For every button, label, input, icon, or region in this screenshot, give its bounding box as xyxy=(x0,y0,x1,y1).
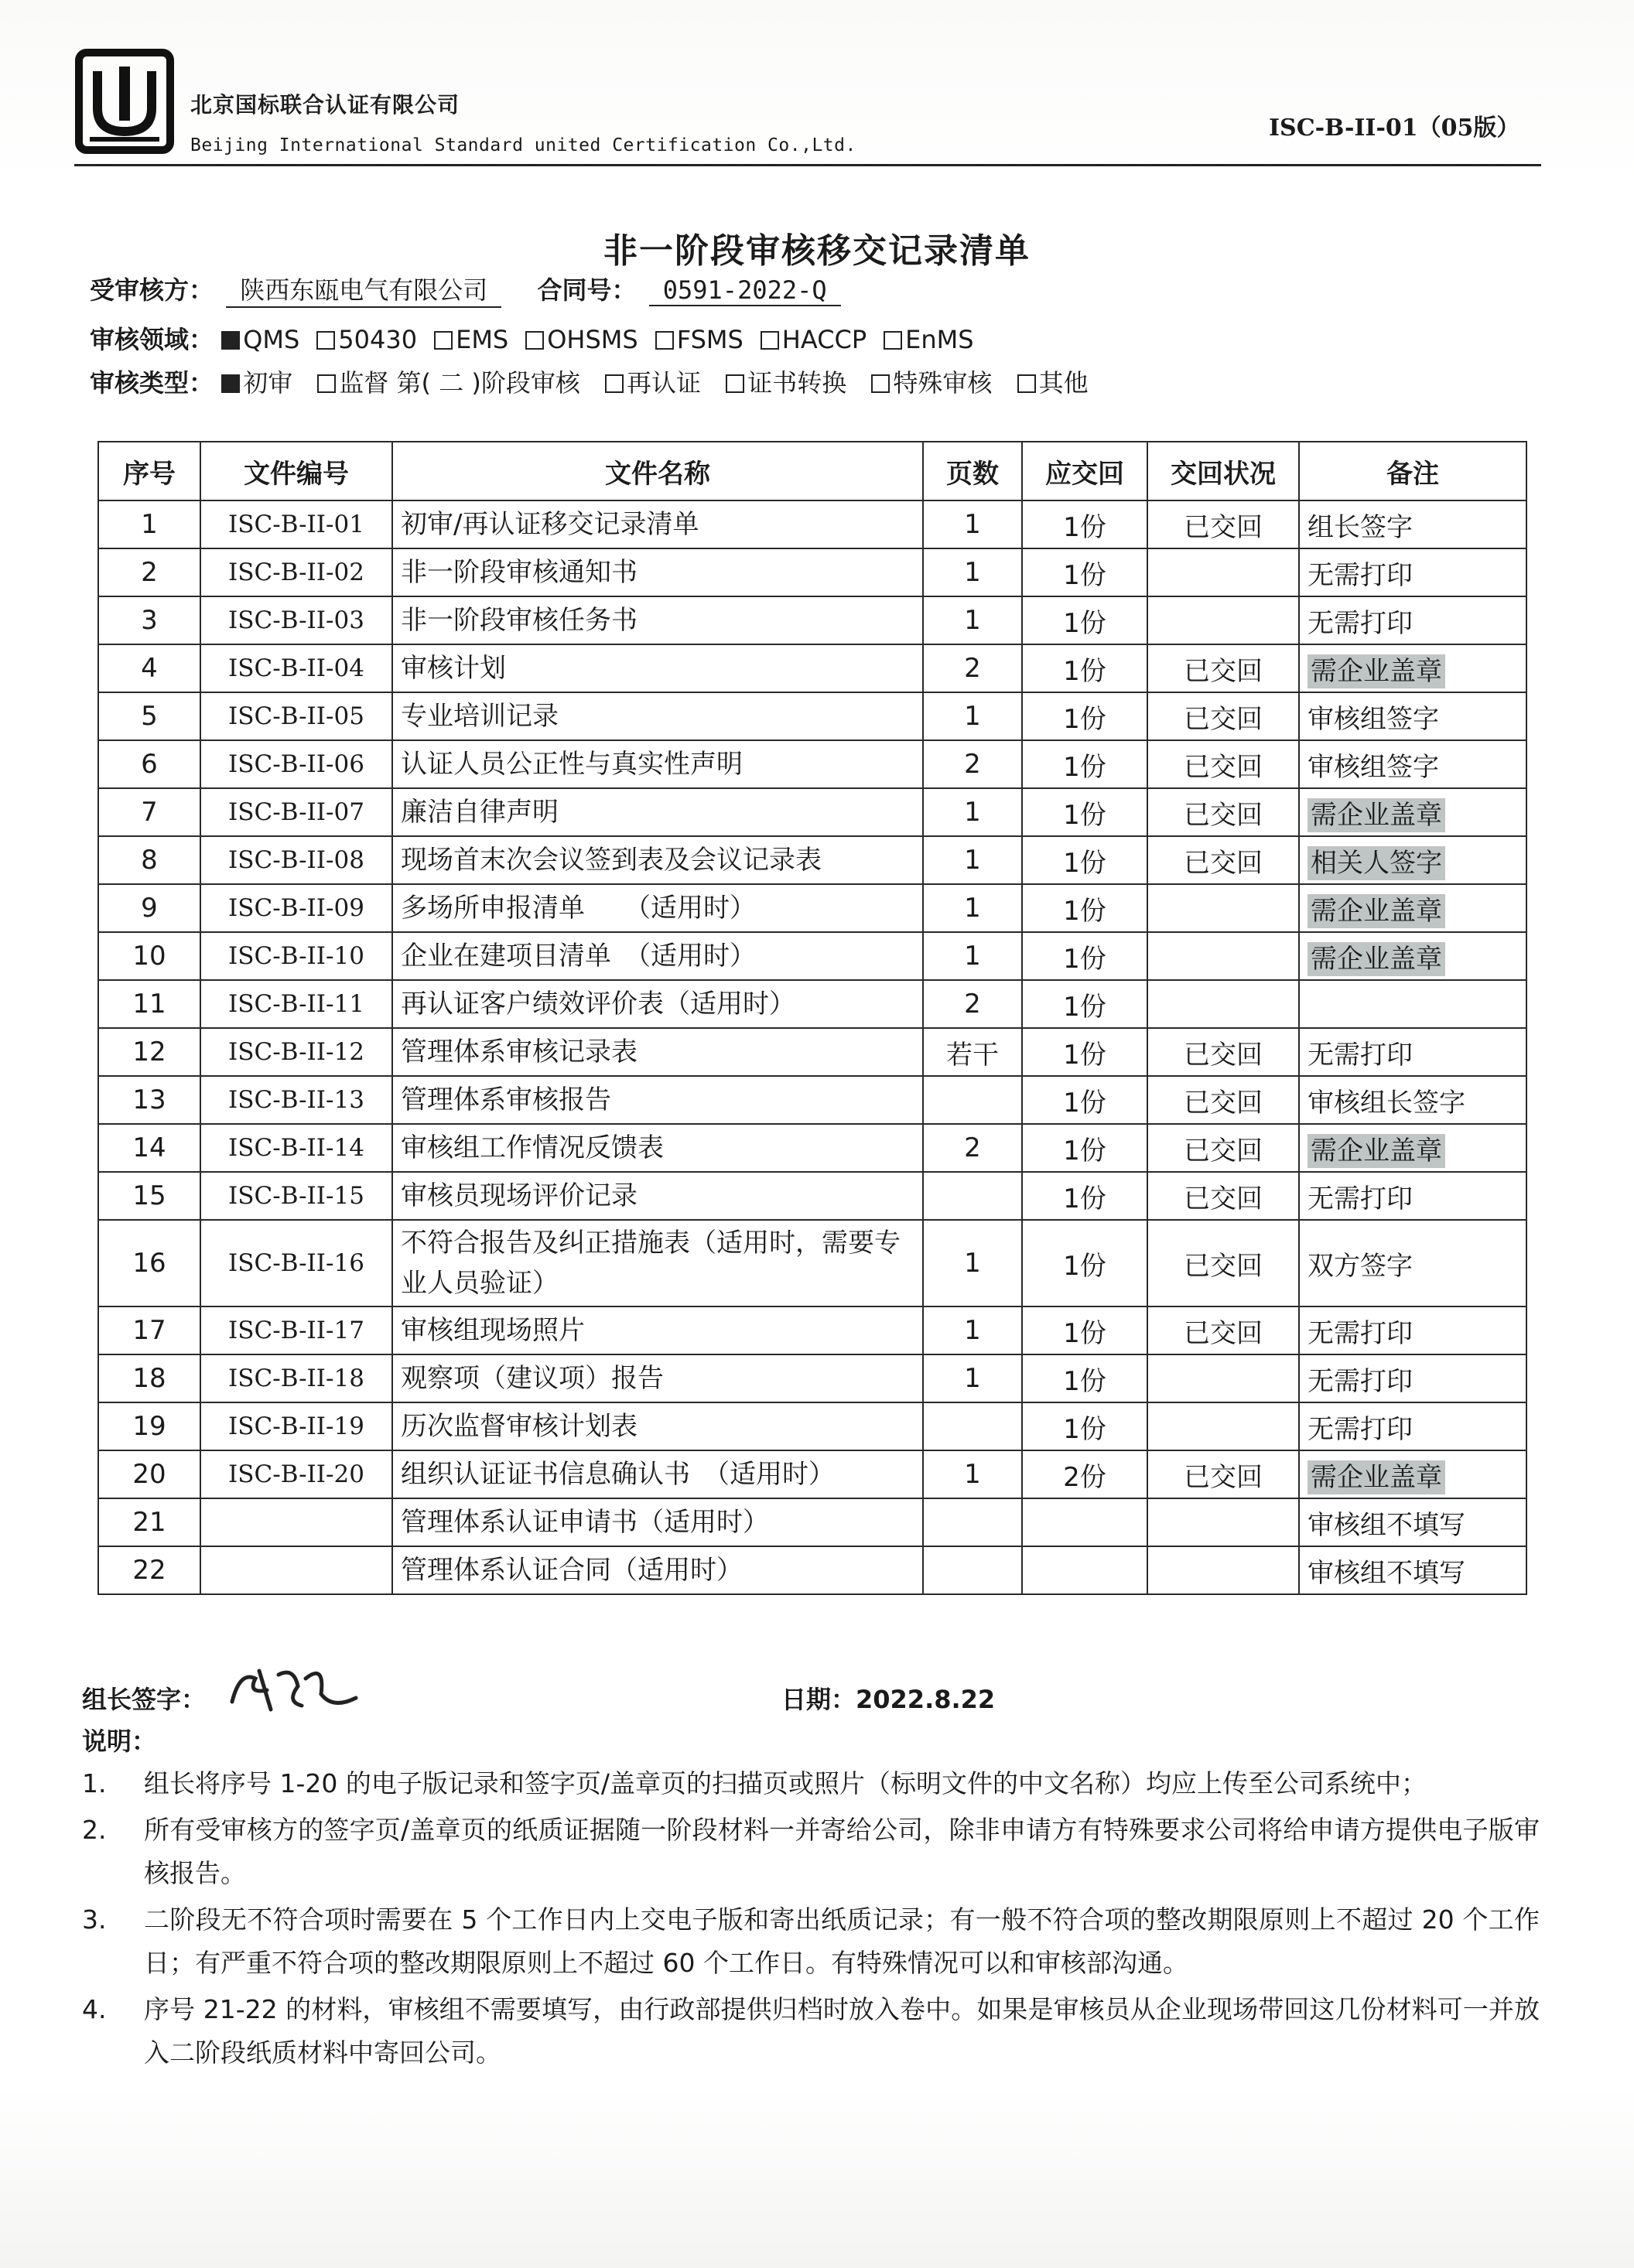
cell-code xyxy=(200,1546,392,1594)
cell-code: ISC-B-II-05 xyxy=(200,692,392,740)
checkbox xyxy=(316,331,335,350)
cell-copies: 1份 xyxy=(1022,1172,1147,1220)
cell-code: ISC-B-II-14 xyxy=(200,1124,392,1172)
cell-copies: 1份 xyxy=(1022,1124,1147,1172)
checkbox xyxy=(871,374,890,393)
cell-copies xyxy=(1022,1546,1147,1594)
checkbox xyxy=(605,374,624,393)
cell-name: 廉洁自律声明 xyxy=(392,788,923,836)
note-text: 所有受审核方的签字页/盖章页的纸质证据随一阶段材料一并寄给公司，除非申请方有特殊要求公司将给申请方提供电子版审核报告。 xyxy=(144,1815,1540,1888)
table-row xyxy=(98,548,1526,596)
cell-remark xyxy=(1299,740,1526,788)
cell-no: 7 xyxy=(98,788,200,836)
table-body xyxy=(98,500,1526,1594)
cell-code xyxy=(200,1498,392,1546)
cell-copies: 1份 xyxy=(1022,1076,1147,1124)
cell-remark xyxy=(1299,788,1526,836)
cell-code: ISC-B-II-06 xyxy=(200,740,392,788)
type-special: 特殊审核 xyxy=(871,364,992,399)
cell-no: 15 xyxy=(98,1172,200,1220)
cell-remark xyxy=(1299,1124,1526,1172)
cell-remark xyxy=(1299,932,1526,980)
audit-type-row xyxy=(90,364,1106,399)
cell-remark xyxy=(1299,1306,1526,1354)
note-number: 4. xyxy=(82,1994,107,2024)
cell-remark xyxy=(1299,692,1526,740)
cell-copies: 1份 xyxy=(1022,1028,1147,1076)
cell-status: 已交回 xyxy=(1147,644,1299,692)
remark-text: 审核组不填写 xyxy=(1308,1557,1465,1589)
table-row xyxy=(98,1124,1526,1172)
col-header-remark: 备注 xyxy=(1299,442,1526,500)
cell-pages: 1 xyxy=(923,1306,1022,1354)
cell-pages xyxy=(923,1172,1022,1220)
col-header-copies: 应交回 xyxy=(1022,442,1147,500)
cell-code: ISC-B-II-19 xyxy=(200,1402,392,1450)
cell-pages: 1 xyxy=(923,1220,1022,1306)
cell-no: 11 xyxy=(98,980,200,1028)
cell-copies: 1份 xyxy=(1022,980,1147,1028)
table-row xyxy=(98,1354,1526,1402)
cell-status: 已交回 xyxy=(1147,1076,1299,1124)
cell-no: 2 xyxy=(98,548,200,596)
note-item xyxy=(77,1898,1540,1985)
cell-status xyxy=(1147,1498,1299,1546)
cell-pages: 1 xyxy=(923,1450,1022,1498)
cell-name: 非一阶段审核通知书 xyxy=(392,548,923,596)
checkbox xyxy=(317,374,336,393)
table-row xyxy=(98,1220,1526,1306)
checkbox xyxy=(884,331,902,350)
cell-remark xyxy=(1299,548,1526,596)
company-logo xyxy=(74,48,175,155)
cell-name: 专业培训记录 xyxy=(392,692,923,740)
cell-pages: 1 xyxy=(923,884,1022,932)
cell-name: 认证人员公正性与真实性声明 xyxy=(392,740,923,788)
client-label: 受审核方： xyxy=(90,275,214,305)
cell-status xyxy=(1147,884,1299,932)
table-row xyxy=(98,1450,1526,1498)
contract-label: 合同号： xyxy=(537,275,637,305)
table-row xyxy=(98,1172,1526,1220)
cell-remark xyxy=(1299,1172,1526,1220)
note-text: 二阶段无不符合项时需要在 5 个工作日内上交电子版和寄出纸质记录；有一般不符合项的整改期限原则上不超过 20 个工作日；有严重不符合项的整改期限原则上不超过 60 个工作日。有特殊情况可以和审核部沟通。 xyxy=(144,1904,1540,1978)
cell-code: ISC-B-II-01 xyxy=(200,500,392,548)
cell-status: 已交回 xyxy=(1147,500,1299,548)
cell-no: 4 xyxy=(98,644,200,692)
cell-pages: 1 xyxy=(923,596,1022,644)
note-number: 2. xyxy=(82,1815,107,1845)
cell-status xyxy=(1147,1402,1299,1450)
cell-no: 3 xyxy=(98,596,200,644)
table-row xyxy=(98,500,1526,548)
cell-remark xyxy=(1299,500,1526,548)
cell-name: 管理体系认证合同（适用时） xyxy=(392,1546,923,1594)
cell-code: ISC-B-II-16 xyxy=(200,1220,392,1306)
cell-name: 多场所申报清单 （适用时） xyxy=(392,884,923,932)
cell-name: 组织认证证书信息确认书 （适用时） xyxy=(392,1450,923,1498)
cell-remark xyxy=(1299,1354,1526,1402)
cell-pages xyxy=(923,1498,1022,1546)
field-option-fsms: FSMS xyxy=(655,325,744,354)
cell-status: 已交回 xyxy=(1147,1028,1299,1076)
cell-remark xyxy=(1299,644,1526,692)
cell-status: 已交回 xyxy=(1147,1220,1299,1306)
type-initial: 初审 xyxy=(221,364,292,399)
checkbox xyxy=(434,331,453,350)
cell-pages xyxy=(923,1402,1022,1450)
cell-remark xyxy=(1299,596,1526,644)
cell-copies: 1份 xyxy=(1022,1306,1147,1354)
cell-code: ISC-B-II-17 xyxy=(200,1306,392,1354)
cell-name: 不符合报告及纠正措施表（适用时，需要专业人员验证） xyxy=(392,1220,923,1306)
table-row xyxy=(98,1498,1526,1546)
note-item xyxy=(77,1762,1540,1805)
table-row xyxy=(98,1028,1526,1076)
cell-copies: 1份 xyxy=(1022,740,1147,788)
checkbox-checked xyxy=(221,374,240,393)
note-text: 序号 21-22 的材料，审核组不需要填写，由行政部提供归档时放入卷中。如果是审核员从企业现场带回这几份材料可一并放入二阶段纸质材料中寄回公司。 xyxy=(144,1994,1540,2068)
cell-code: ISC-B-II-03 xyxy=(200,596,392,644)
remark-text: 双方签字 xyxy=(1308,1250,1413,1282)
note-number: 1. xyxy=(82,1768,107,1798)
note-number: 3. xyxy=(82,1904,107,1935)
table-row xyxy=(98,884,1526,932)
table-row xyxy=(98,596,1526,644)
remark-text: 无需打印 xyxy=(1308,1365,1413,1397)
notes-label: 说明： xyxy=(82,1727,157,1756)
remark-text: 需企业盖章 xyxy=(1308,654,1445,688)
cell-remark xyxy=(1299,836,1526,884)
cell-name: 审核员现场评价记录 xyxy=(392,1172,923,1220)
remark-text: 组长签字 xyxy=(1308,511,1413,543)
cell-code: ISC-B-II-02 xyxy=(200,548,392,596)
cell-name: 企业在建项目清单 （适用时） xyxy=(392,932,923,980)
cell-status: 已交回 xyxy=(1147,788,1299,836)
remark-text: 无需打印 xyxy=(1308,1039,1413,1071)
cell-no: 6 xyxy=(98,740,200,788)
remark-text: 需企业盖章 xyxy=(1308,942,1445,976)
table-row xyxy=(98,692,1526,740)
col-header-status: 交回状况 xyxy=(1147,442,1299,500)
cell-pages: 2 xyxy=(923,644,1022,692)
audit-type-label: 审核类型： xyxy=(90,368,214,398)
cell-name: 管理体系认证申请书（适用时） xyxy=(392,1498,923,1546)
cell-no: 13 xyxy=(98,1076,200,1124)
cell-remark xyxy=(1299,1498,1526,1546)
cell-status xyxy=(1147,548,1299,596)
cell-code: ISC-B-II-20 xyxy=(200,1450,392,1498)
date: 日期：2022.8.22 xyxy=(781,1685,996,1714)
cell-pages: 1 xyxy=(923,548,1022,596)
type-recert: 再认证 xyxy=(605,364,701,399)
checkbox xyxy=(525,331,544,350)
cell-no: 12 xyxy=(98,1028,200,1076)
cell-copies: 1份 xyxy=(1022,500,1147,548)
cell-pages: 1 xyxy=(923,836,1022,884)
field-option-haccp: HACCP xyxy=(761,325,867,354)
remark-text: 审核组长签字 xyxy=(1308,1087,1465,1119)
checkbox xyxy=(726,374,744,393)
cell-no: 18 xyxy=(98,1354,200,1402)
cell-copies: 1份 xyxy=(1022,884,1147,932)
remark-text: 需企业盖章 xyxy=(1308,1134,1445,1168)
cell-pages: 1 xyxy=(923,692,1022,740)
remark-text: 需企业盖章 xyxy=(1308,894,1445,928)
cell-no: 22 xyxy=(98,1546,200,1594)
remark-text: 需企业盖章 xyxy=(1308,798,1445,832)
cell-remark xyxy=(1299,1450,1526,1498)
table-row xyxy=(98,1402,1526,1450)
cell-copies: 1份 xyxy=(1022,1402,1147,1450)
remark-text: 审核组签字 xyxy=(1308,751,1439,783)
cell-code: ISC-B-II-12 xyxy=(200,1028,392,1076)
field-option-qms: QMS xyxy=(221,325,299,354)
cell-code: ISC-B-II-10 xyxy=(200,932,392,980)
remark-text: 无需打印 xyxy=(1308,1183,1413,1214)
cell-pages: 1 xyxy=(923,1354,1022,1402)
leader-sign-label: 组长签字： xyxy=(82,1685,207,1714)
cell-copies: 1份 xyxy=(1022,692,1147,740)
table-row xyxy=(98,1306,1526,1354)
cell-remark xyxy=(1299,884,1526,932)
client-row xyxy=(90,271,846,308)
company-name-en: Beijing International Standard united Certification Co.,Ltd. xyxy=(190,135,856,155)
cell-no: 8 xyxy=(98,836,200,884)
remark-text: 无需打印 xyxy=(1308,607,1413,639)
cell-name: 管理体系审核报告 xyxy=(392,1076,923,1124)
handwritten-signature xyxy=(224,1655,364,1717)
cell-pages: 1 xyxy=(923,788,1022,836)
cell-pages xyxy=(923,1546,1022,1594)
header-divider xyxy=(74,164,1541,166)
cell-remark xyxy=(1299,1402,1526,1450)
cell-no: 17 xyxy=(98,1306,200,1354)
cell-code: ISC-B-II-15 xyxy=(200,1172,392,1220)
contract-value: 0591-2022-Q xyxy=(649,275,841,306)
cell-no: 16 xyxy=(98,1220,200,1306)
cell-copies: 1份 xyxy=(1022,596,1147,644)
table-row xyxy=(98,1076,1526,1124)
cell-pages: 若干 xyxy=(923,1028,1022,1076)
cell-copies: 1份 xyxy=(1022,1354,1147,1402)
document-code: ISC-B-II-01（05版） xyxy=(1269,114,1520,142)
cell-remark xyxy=(1299,980,1526,1028)
cell-copies: 1份 xyxy=(1022,932,1147,980)
table-row xyxy=(98,980,1526,1028)
cell-code: ISC-B-II-04 xyxy=(200,644,392,692)
audit-field-label: 审核领域： xyxy=(90,325,214,354)
cell-code: ISC-B-II-11 xyxy=(200,980,392,1028)
cell-status xyxy=(1147,932,1299,980)
cell-no: 21 xyxy=(98,1498,200,1546)
cell-copies: 1份 xyxy=(1022,836,1147,884)
audit-field-row xyxy=(90,320,991,356)
cell-code: ISC-B-II-08 xyxy=(200,836,392,884)
cell-code: ISC-B-II-07 xyxy=(200,788,392,836)
remark-text: 无需打印 xyxy=(1308,1317,1413,1349)
client-value: 陕西东瓯电气有限公司 xyxy=(226,271,501,308)
cell-status: 已交回 xyxy=(1147,1450,1299,1498)
remark-text: 无需打印 xyxy=(1308,559,1413,591)
cell-no: 10 xyxy=(98,932,200,980)
cell-status xyxy=(1147,1354,1299,1402)
table-row xyxy=(98,644,1526,692)
type-other: 其他 xyxy=(1017,364,1089,399)
cell-no: 9 xyxy=(98,884,200,932)
note-text: 组长将序号 1-20 的电子版记录和签字页/盖章页的扫描页或照片（标明文件的中文名称）均应上传至公司系统中； xyxy=(144,1768,1427,1798)
cell-status: 已交回 xyxy=(1147,836,1299,884)
cell-code: ISC-B-II-09 xyxy=(200,884,392,932)
cell-status: 已交回 xyxy=(1147,740,1299,788)
audit-field-options xyxy=(221,325,990,354)
cell-status: 已交回 xyxy=(1147,1306,1299,1354)
cell-copies: 2份 xyxy=(1022,1450,1147,1498)
table-row xyxy=(98,788,1526,836)
cell-remark xyxy=(1299,1028,1526,1076)
note-item xyxy=(77,1809,1540,1895)
col-header-no: 序号 xyxy=(98,442,200,500)
cell-pages: 1 xyxy=(923,932,1022,980)
cell-status xyxy=(1147,596,1299,644)
company-name-cn: 北京国标联合认证有限公司 xyxy=(190,92,460,118)
col-header-name: 文件名称 xyxy=(392,442,923,500)
table-header-row xyxy=(98,442,1526,500)
cell-name: 审核组现场照片 xyxy=(392,1306,923,1354)
cell-name: 非一阶段审核任务书 xyxy=(392,596,923,644)
cell-name: 现场首末次会议签到表及会议记录表 xyxy=(392,836,923,884)
cell-pages: 2 xyxy=(923,1124,1022,1172)
cell-remark xyxy=(1299,1220,1526,1306)
cell-pages xyxy=(923,1076,1022,1124)
cell-name: 管理体系审核记录表 xyxy=(392,1028,923,1076)
cell-copies: 1份 xyxy=(1022,548,1147,596)
cell-pages: 2 xyxy=(923,980,1022,1028)
remark-text: 审核组签字 xyxy=(1308,703,1439,735)
checkbox xyxy=(761,331,779,350)
notes-list xyxy=(77,1762,1540,2078)
cell-no: 5 xyxy=(98,692,200,740)
field-option-ems: EMS xyxy=(434,325,508,354)
col-header-pages: 页数 xyxy=(923,442,1022,500)
type-surveillance: 监督 第( 二 )阶段审核 xyxy=(317,364,580,399)
cell-status: 已交回 xyxy=(1147,692,1299,740)
cell-remark xyxy=(1299,1076,1526,1124)
checkbox xyxy=(1017,374,1036,393)
table-row xyxy=(98,932,1526,980)
table-row xyxy=(98,836,1526,884)
cell-name: 历次监督审核计划表 xyxy=(392,1402,923,1450)
table-row xyxy=(98,740,1526,788)
cell-copies: 1份 xyxy=(1022,788,1147,836)
cell-status xyxy=(1147,1546,1299,1594)
cell-name: 初审/再认证移交记录清单 xyxy=(392,500,923,548)
cell-code: ISC-B-II-13 xyxy=(200,1076,392,1124)
cell-remark xyxy=(1299,1546,1526,1594)
checkbox xyxy=(655,331,674,350)
type-transfer: 证书转换 xyxy=(726,364,846,399)
cell-code: ISC-B-II-18 xyxy=(200,1354,392,1402)
checkbox-checked xyxy=(221,331,240,350)
cell-pages: 2 xyxy=(923,740,1022,788)
cell-name: 再认证客户绩效评价表（适用时） xyxy=(392,980,923,1028)
note-item xyxy=(77,1988,1540,2075)
cell-name: 审核计划 xyxy=(392,644,923,692)
remark-text: 相关人签字 xyxy=(1308,846,1445,880)
cell-no: 20 xyxy=(98,1450,200,1498)
field-option-50430: 50430 xyxy=(316,325,417,354)
page-title: 非一阶段审核移交记录清单 xyxy=(603,231,1031,271)
cell-no: 19 xyxy=(98,1402,200,1450)
field-option-ohsms: OHSMS xyxy=(525,325,638,354)
field-option-enms: EnMS xyxy=(884,325,973,354)
remark-text: 需企业盖章 xyxy=(1308,1460,1445,1494)
cell-name: 审核组工作情况反馈表 xyxy=(392,1124,923,1172)
cell-name: 观察项（建议项）报告 xyxy=(392,1354,923,1402)
col-header-code: 文件编号 xyxy=(200,442,392,500)
cell-copies xyxy=(1022,1498,1147,1546)
cell-copies: 1份 xyxy=(1022,644,1147,692)
table-row xyxy=(98,1546,1526,1594)
cell-status: 已交回 xyxy=(1147,1172,1299,1220)
remark-text: 无需打印 xyxy=(1308,1413,1413,1445)
cell-status: 已交回 xyxy=(1147,1124,1299,1172)
remark-text: 审核组不填写 xyxy=(1308,1509,1465,1541)
cell-pages: 1 xyxy=(923,500,1022,548)
cell-no: 1 xyxy=(98,500,200,548)
cell-status xyxy=(1147,980,1299,1028)
transfer-record-table xyxy=(97,441,1527,1595)
cell-copies: 1份 xyxy=(1022,1220,1147,1306)
cell-no: 14 xyxy=(98,1124,200,1172)
